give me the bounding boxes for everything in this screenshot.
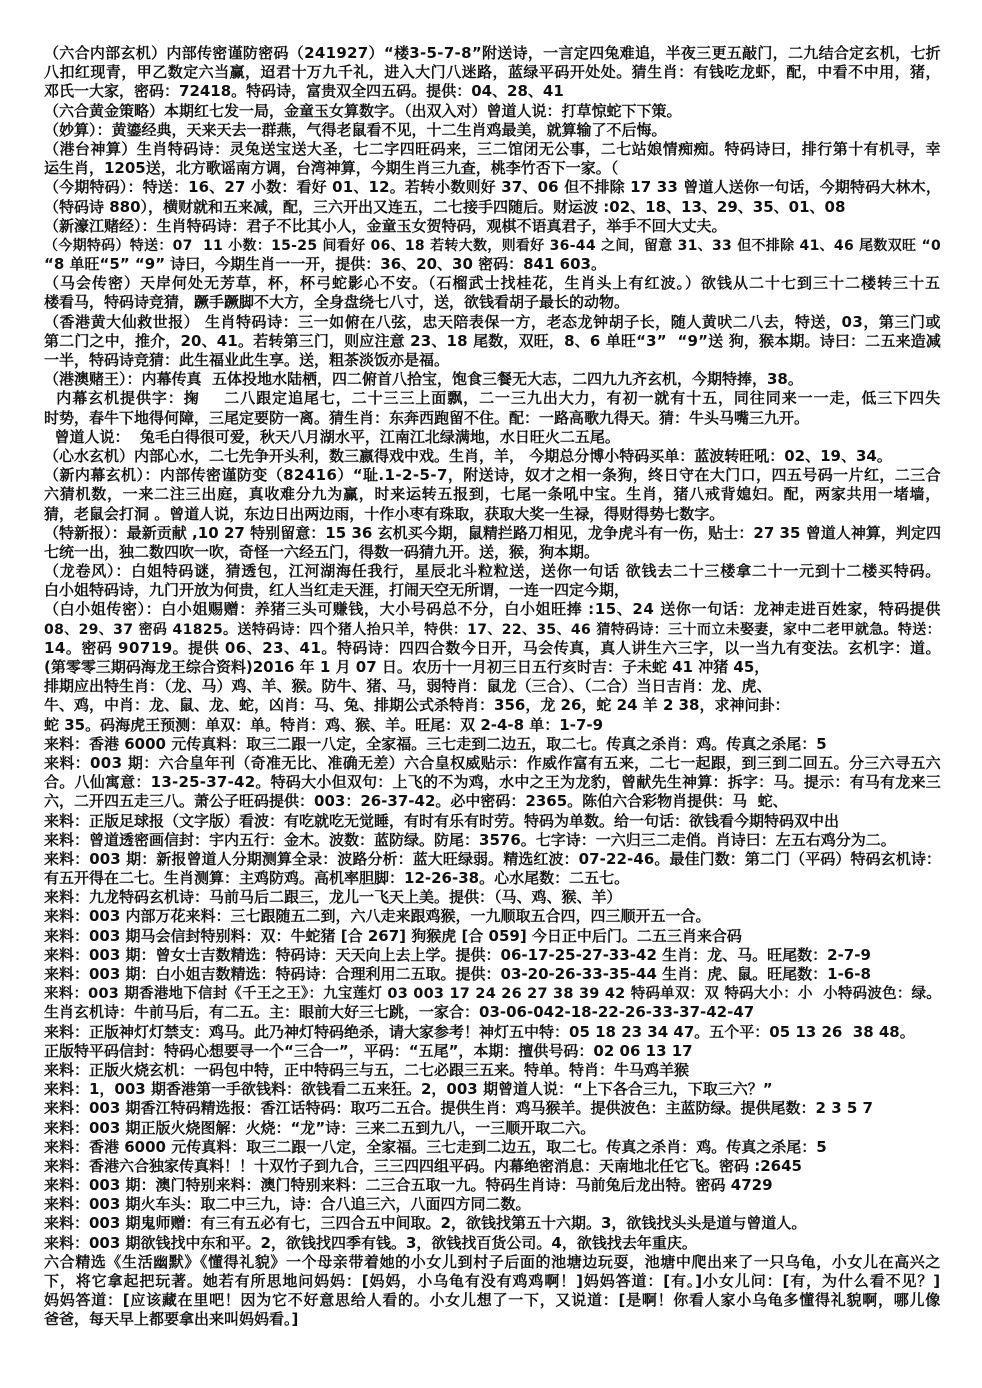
- text-line-content: （港台神算）生肖特码诗：灵兔送宝送大圣，七二字四旺码来，三二馆闭无公事，二七站娘情痴痴。特码诗曰，排行第十有机寻，幸: [44, 139, 941, 158]
- document-body: [44, 43, 942, 1329]
- text-line: [44, 734, 942, 753]
- text-line-content: 排期应出特生肖：（龙、马）鸡、羊、猴。防牛、猪、马，弱特肖：鼠龙（三合）、（二合）当日吉肖：龙、虎、: [44, 677, 772, 696]
- text-line: [44, 1079, 942, 1098]
- text-line: [44, 945, 942, 964]
- text-line: [44, 599, 942, 618]
- text-line: [44, 715, 942, 734]
- text-line: [44, 657, 942, 676]
- text-line: [44, 887, 942, 906]
- text-line-content: (第零零三期码海龙王综合资料)2016 年 1 月 07 日。农历十一月初三日五行亥时吉：子未蛇 41 冲猪 45，: [44, 658, 770, 676]
- text-line-content: 下，将它拿起把玩著。她若有所思地问妈妈：[妈妈，小乌龟有没有鸡鸡啊！]妈妈答道：[有。]小女儿问：[有，为什么看不见？]: [44, 1272, 941, 1290]
- text-line-content: 邓氏一大家，密码：72418。特码诗，富贵双全四五码。提供：04、28、41: [44, 82, 564, 101]
- text-line-content: 来料：香港六合独家传真料！！十双竹子到九合，三三四四组平码。内幕绝密消息：天南地北任它飞。密码 :2645: [44, 1156, 802, 1175]
- text-line: [44, 312, 942, 331]
- text-line-content: （今期特码）特送：07 11 小数：15-25 间看好 06、18 若转大数，则看好 36-44 之间，留意 31、33 但不排除 41、46 尾数双旺 “0: [44, 237, 941, 254]
- text-line-content: 08、29、37 密码 41825。送特码诗：四个猪人抬只羊，特供：17、22、35、46 猜特码诗：三十而立未娶妻，家中二老甲就急。特送：: [44, 621, 941, 638]
- text-line-content: （心水玄机）内部心水，二七先争开头利，数三嬴得戏中戏。生肖，羊， 今期总分博小特码买单：蓝波转旺吼：02、19、34。: [44, 446, 892, 465]
- text-line-content: （新濠江赌经）：生肖特码诗：君子不比其小人，金童玉女贺特码，观棋不语真君子，举手不回大丈夫。: [44, 216, 727, 235]
- text-line-content: 来料：003 期正版火烧图解：火烧：“龙”诗：三来二五到九八，一三顺开取二六。: [44, 1118, 596, 1137]
- text-line-content: （特码诗 880），横财就和五来减，配，三六开出又连五，二七接手四随后。财运波 :02、18、13、29、35、01、08: [44, 197, 846, 216]
- text-line-content: 来料：003 期马会信封特别料：双：牛蛇猪 [合 267] 狗猴虎 [合 059] 今日正中后门。二五三肖来合码: [44, 926, 742, 945]
- text-line: [44, 62, 942, 81]
- text-line: [44, 772, 942, 791]
- text-line: [44, 1194, 942, 1213]
- text-line-content: 来料：曾道透密画信封：宇内五行：金木。波数：蓝防绿。防尾：3576。七字诗：一六归三二走俏。肖诗曰：左五右鸡分为二。: [44, 830, 896, 849]
- text-line-content: 来料：1，003 期香港第一手欲钱料：欲钱看二五来狂。2，003 期曾道人说：“上下各合三九，下取三六？”: [44, 1080, 773, 1099]
- text-line: [44, 120, 942, 139]
- text-line: [44, 446, 942, 465]
- text-line-content: 来料：003 期：白小姐吉数精选：特码诗：合理利用二五取。提供：03-20-26-33-35-44 生肖：虎、鼠。旺尾数：1-6-8: [44, 965, 871, 983]
- text-line-content: 有五开得在二七。生肖测算：主鸡防鸡。高机率胆脚：12-26-38。心水尾数：二五七。: [44, 869, 630, 888]
- text-line: [44, 1041, 942, 1060]
- text-line-content: （白小姐传密）：白小姐赐赠：养猪三头可赚钱，大小号码总不分，白小姐旺捧 :15、24 送你一句话：龙神走进百姓家，特码提供: [44, 600, 941, 619]
- text-line-content: 来料：003 内部万花来料：三七跟随五二到，六八走来跟鸡猴，一九顺取五合四，四三顺开五一合。: [44, 907, 711, 926]
- text-line-content: 六，二开四五走三八。萧公子旺码提供：003：26-37-42。必中密码：2365。陈伯六合彩物肖提供：马 蛇、: [44, 792, 788, 811]
- text-line-content: （新内幕玄机）：内部传密谨防变（82416）“耻.1-2-5-7，附送诗，奴才之相一条狗，终日守在大门口，四五号码一片红，二三合: [44, 466, 941, 485]
- text-line-content: 曾道人说： 兔毛白得很可爱，秋天八月湖水平，江南江北绿满地，水日旺火二五尾。: [44, 427, 620, 446]
- text-line-content: 来料：香港 6000 元传真料：取三二跟一八定，全家福。三七走到二边五，取二七。传真之杀肖：鸡。传真之杀尾：5: [44, 1137, 827, 1156]
- text-line-content: 牛、鸡，中肖：龙、鼠、龙、蛇，凶肖：马、兔、排期公式杀特肖：356，龙 26，蛇 24 羊 2 38，求神问卦：: [44, 696, 790, 715]
- text-line-content: （龙卷风）：白姐特码谜，猜透包，江河湖海任我行，星辰北斗粒粒送，送你一句话 欲钱去二十三楼拿二十一元到十二楼买特码。: [44, 562, 941, 581]
- text-line: [44, 331, 942, 350]
- text-line-content: 来料：正版神灯灯禁支：鸡马。此乃神灯特码绝杀，请大家参考！神灯五中特：05 18 23 34 47。五个平：05 13 26 38 48。: [44, 1022, 915, 1041]
- text-line-content: 来料：003 期：六合皇年刊（奇准无比、准确无差）六合皇权威贴示：作威作富有五来，二七一起跟，到三到二回五。分三六寻五六: [44, 753, 941, 772]
- text-line-content: 时势，春牛下地得何障，三尾定要防一离。猜生肖：东奔西跑留不住。配：一路高歌九得天。猜：牛头马嘴三九开。: [44, 408, 810, 427]
- text-line-content: （六合黄金策略）本期红七发一局，金童玉女算数字。（出双入对）曾道人说：打草惊蛇下下策。: [44, 101, 682, 120]
- text-line: [44, 906, 942, 925]
- text-line: [44, 177, 942, 196]
- text-line: [44, 504, 942, 523]
- text-line: [44, 484, 942, 503]
- text-line: [44, 1290, 942, 1309]
- text-line-content: 来料：003 期：澳门特别来料：澳门特别来料：二三合五取一九。特码生肖诗：马前兔后龙出特。密码 4729: [44, 1176, 773, 1195]
- text-line: [44, 388, 942, 407]
- text-line: [44, 868, 942, 887]
- text-line: [44, 1137, 942, 1156]
- text-line: [44, 101, 942, 120]
- text-line: [44, 964, 942, 983]
- text-line-content: 来料：003 期欲钱找中东和平。2，欲钱找四季有钱。3，欲钱找百货公司。4，欲钱找去年重庆。: [44, 1233, 697, 1252]
- text-line: [44, 43, 942, 62]
- text-line: [44, 695, 942, 714]
- text-line: [44, 158, 942, 177]
- text-line: [44, 408, 942, 427]
- text-line-content: （马会传密）天岸何处无芳草，杯，杯弓蛇影心不安。（石榴武士找桂花，生肖头上有红波。）欲钱从二十七到三十二楼转三十五: [44, 274, 941, 293]
- text-line: [44, 1060, 942, 1079]
- text-line: [44, 197, 942, 216]
- text-line: [44, 1309, 942, 1328]
- text-line-content: 爸爸，每天早上都要拿出来叫妈妈看。]: [44, 1310, 299, 1329]
- text-line-content: 生肖玄机诗：牛前马后，有二五。主：眼前大好三七跳，一家合：03-06-042-18-22-26-33-37-42-47: [44, 1003, 755, 1022]
- text-line: [44, 139, 942, 158]
- text-line-content: （港澳赌王）：内幕传真 五体投地水陆栖，四二俯首八拾宝，饱食三餐无大志，二四九九齐玄机，今期特捧，38。: [44, 370, 803, 389]
- text-line-content: 合。八仙寓意：13-25-37-42。特码大小但双句：上飞的不为鸡，水中之王为龙豹，曾献先生神算：拆字：马。提示：有马有龙来三: [44, 773, 941, 792]
- text-line-content: 猜，老鼠会打洞 。曾道人说，东边日出两边雨，十作小枣有珠取，获取大奖一生禄，得财得势七数字。: [44, 504, 725, 523]
- text-line-content: 来料：003 期火车头：取二中三九，诗：合八追三六，八面四方同二数。: [44, 1195, 531, 1214]
- text-line: [44, 465, 942, 484]
- text-line: [44, 1098, 942, 1117]
- text-line: [44, 811, 942, 830]
- text-line-content: （妙算）：黄鎏经典，天来天去一群燕，气得老鼠看不见，十二生肖鸡最美，就算输了不后悔。: [44, 120, 667, 139]
- text-line: [44, 254, 942, 273]
- text-line-content: 一半，特码诗竞猜：此生福业此生享。送，粗茶淡饭亦是福。: [44, 351, 450, 369]
- text-line: [44, 542, 942, 561]
- text-line: [44, 1213, 942, 1232]
- text-line: [44, 926, 942, 945]
- text-line-content: 六猜机数，一来二注三出庭，真收难分九为赢，时来运转五报到，七尾一条吼中宝。生肖，猪八戒背媳妇。配，两家共用一堵墙，: [44, 485, 941, 504]
- text-line-content: 来料：正版足球报（文字版）看波：有吃就吃无觉睡，有时有乐有时劳。特码为单数。给一句话：欲钱看今期特码双中出: [44, 811, 840, 830]
- text-line-content: 六合精选《生活幽默》《懂得礼貌》一个母亲带着她的小女儿到村子后面的池塘边玩耍，池塘中爬出来了一只乌龟，小女儿在高兴之: [44, 1252, 941, 1271]
- text-line-content: （今期特码）：特送：16、27 小数：看好 01、12。若转小数则好 37、06 但不排除 17 33 曾道人送你一句话，今期特码大林木，: [44, 178, 941, 197]
- text-line: [44, 350, 942, 369]
- text-line-content: 白小姐特码诗，九门开放为何贵，红人当红走天涯，打闹天空无所谓，一连一四定今期，: [44, 581, 630, 600]
- text-line-content: 内幕玄机提供字：掬 二八跟定追尾七，二十三三上面飘，二一三九出大力，有初一就有十五，同往同来一一走，低三下四失: [44, 389, 941, 408]
- text-line: [44, 1175, 942, 1194]
- text-line-content: （特新报）：最新贡献 ,10 27 特别留意：15 36 玄机买今期，鼠精拦路刀相见，龙争虎斗有一伤，贴士：27 35 曾道人神算，判定四: [44, 523, 941, 542]
- text-line: [44, 1002, 942, 1021]
- text-line-content: 妈妈答道：[应该藏在里吧！因为它不好意思给人看的。小女儿想了一下，又说道：[是啊！你看人家小乌龟多懂得礼貌啊，哪儿像: [44, 1291, 941, 1310]
- text-line-content: 来料：003 期：新报曾道人分期测算全录：波路分析：蓝大旺绿弱。精选红波：07-22-46。最佳门数：第二门（平码）特码玄机诗：: [44, 849, 941, 868]
- text-line: [44, 676, 942, 695]
- text-line: [44, 369, 942, 388]
- text-line-content: 七统一出，独二数四吹一吹，奇怪一六经五门，得数一码猜九开。送，猴，狗本期。: [44, 542, 600, 561]
- text-line-content: 来料：香港 6000 元传真料：取三二跟一八定，全家福。三七走到二边五，取二七。传真之杀肖：鸡。传真之杀尾：5: [44, 734, 827, 753]
- text-line: [44, 1156, 942, 1175]
- text-line: [44, 849, 942, 868]
- text-line: [44, 1022, 942, 1041]
- text-line-content: 来料：003 期鬼师赠：有三有五必有七，三四合五中间取。2，欲钱找第五十六期。3，欲钱找头头是道与曾道人。: [44, 1214, 807, 1233]
- text-line: [44, 273, 942, 292]
- text-line-content: 第二门之中，推介，20、41。若转第三门，则应注意 23、18 尾数，双旺，8、6 单旺“3” “9”送 狗，猴本期。诗曰：二五来造减: [44, 331, 941, 350]
- text-line-content: （六合内部玄机）内部传密谨防密码（241927）“楼3-5-7-8”附送诗，一言定四兔难追，半夜三更五敲门，二九结合定玄机，七折: [44, 44, 941, 62]
- text-line-content: 正版特平码信封：特码心想要寻一个“三合一”，平码：“五尾”，本期：擅供号码：02 06 13 17: [44, 1041, 693, 1060]
- text-line-content: 来料：003 期香港地下信封《千王之王》：九宝莲灯 03 003 17 24 26 27 38 39 42 特码单双：双 特码大小：小 小特码波色：绿。: [44, 986, 941, 1003]
- text-line-content: 八扣红现青，甲乙数定六当赢，迢君十万九千礼，进入大门八迷路，蓝绿平码开处处。猜生肖：有钱吃龙虾，配，中看不中用，猪，: [44, 63, 941, 82]
- text-line: [44, 216, 942, 235]
- text-line: [44, 830, 942, 849]
- text-line: [44, 1118, 942, 1137]
- text-line: [44, 561, 942, 580]
- text-line-content: 蛇 35。码海虎王预测：单双：单。特肖：鸡、猴、羊。旺尾：双 2-4-8 单：1-7-9: [44, 715, 604, 734]
- text-line: [44, 1252, 942, 1271]
- text-line: [44, 638, 942, 657]
- text-line: [44, 1233, 942, 1252]
- text-line-content: “8 单旺“5” “9” 诗曰，今期生肖一一开，提供：36、20、30 密码：841 603。: [44, 255, 606, 274]
- text-line: [44, 580, 942, 599]
- text-line: [44, 523, 942, 542]
- text-line-content: 来料：九龙特码玄机诗：马前马后二跟三，龙儿一飞天上美。提供：（马、鸡、猴、羊）: [44, 888, 622, 907]
- text-line: [44, 983, 942, 1002]
- text-line: [44, 791, 942, 810]
- text-line: [44, 427, 942, 446]
- text-line: [44, 753, 942, 772]
- text-line-content: 来料：003 期香江特码精选报：香江话特码：取巧二五合。提供生肖：鸡马猴羊。提供波色：主蓝防绿。提供尾数：2 3 5 7: [44, 1099, 873, 1118]
- text-line-content: 来料：正版火烧玄机：一码包中特，正中特码三与五，二七必跟三五来。特单。特肖：牛马鸡羊猴: [44, 1060, 690, 1079]
- text-line-content: 14。密码 90719。提供 06、23、41。特码诗：四四合数今日开，马会传真，真人讲生六三字，以一当九有变法。玄机字：道。: [44, 638, 941, 657]
- text-line-content: 楼看马，特码诗竞猜，蹶手蹶脚不大方，全身盘绕七八寸，送，欲钱看胡子最长的动物。: [44, 293, 630, 312]
- text-line: [44, 81, 942, 100]
- text-line: [44, 292, 942, 311]
- text-line: [44, 619, 942, 638]
- text-line-content: （香港黄大仙救世报） 生肖特码诗：三一如俯在八弦，忠天陪表保一方，老态龙钟胡子长，随人黄吠二八去，特送，03，第三门或: [44, 312, 941, 331]
- text-line-content: 运生肖，1205送，北方歌谣南方调，台湾神算，今期生肖三九查，桃李竹否下一家。（: [44, 159, 619, 178]
- text-line-content: 来料：003 期：曾女士吉数精选：特码诗：天天向上去上学。提供：06-17-25-27-33-42 生肖：龙、马。旺尾数：2-7-9: [44, 945, 871, 964]
- text-line: [44, 1271, 942, 1290]
- text-line: [44, 235, 942, 254]
